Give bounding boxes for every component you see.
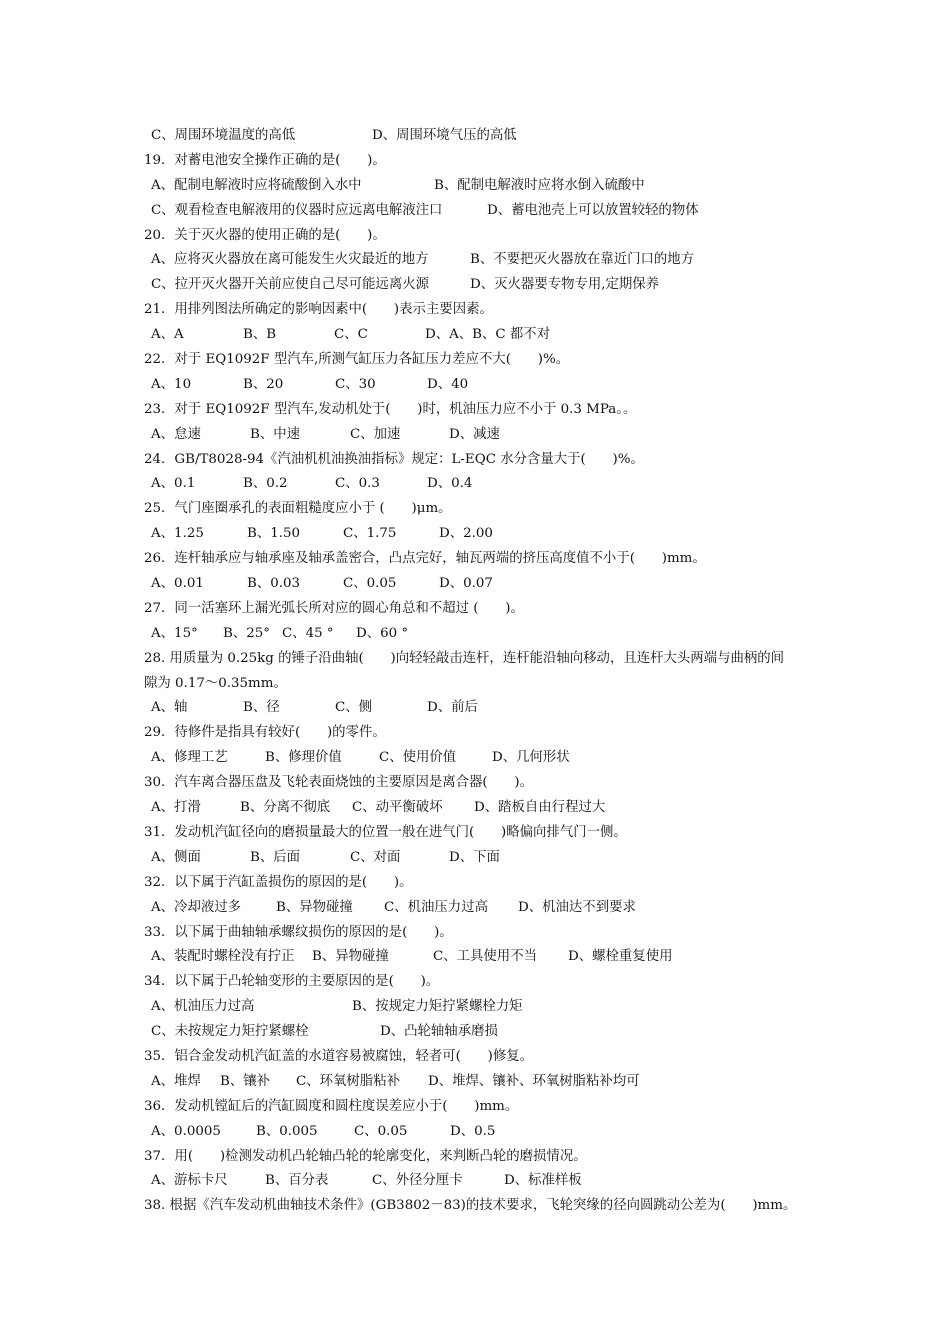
answer-option: D、堆焊、镶补、环氧树脂粘补均可 bbox=[428, 1073, 640, 1089]
option-row bbox=[144, 1120, 824, 1145]
option-row bbox=[144, 248, 824, 273]
question-text: 21．用排列图法所确定的影响因素中( )表示主要因素。 bbox=[144, 302, 493, 318]
answer-option: A、10 bbox=[151, 376, 192, 392]
question-text: 22．对于 EQ1092F 型汽车,所测气缸压力各缸压力差应不大( )%。 bbox=[144, 352, 570, 368]
answer-option: B、分离不彻底 bbox=[240, 800, 331, 816]
answer-option: D、0.07 bbox=[439, 576, 493, 592]
option-row bbox=[144, 323, 824, 348]
option-row bbox=[144, 124, 824, 149]
question-text: 28. 用质量为 0.25kg 的锤子沿曲轴( )向轻轻敲击连杆，连杆能沿轴向移动，且连杆大头两端与曲柄的间 bbox=[144, 650, 785, 666]
answer-option: D、周围环境气压的高低 bbox=[372, 128, 517, 143]
answer-option: B、异物碰撞 bbox=[312, 949, 389, 965]
question-list bbox=[144, 124, 824, 1219]
answer-option: B、0.03 bbox=[247, 576, 301, 592]
question-text: 30．汽车离合器压盘及飞轮表面烧蚀的主要原因是离合器( )。 bbox=[144, 775, 534, 791]
answer-option: D、蓄电池壳上可以放置较轻的物体 bbox=[487, 202, 699, 218]
answer-option: C、动平衡破坏 bbox=[352, 800, 443, 816]
option-row bbox=[144, 1070, 824, 1095]
answer-option: C、0.05 bbox=[343, 576, 397, 592]
answer-option: B、后面 bbox=[250, 849, 301, 865]
answer-option: A、1.25 bbox=[151, 526, 204, 542]
option-row bbox=[144, 273, 824, 298]
question-text: 34．以下属于凸轮轴变形的主要原因的是( )。 bbox=[144, 974, 440, 990]
answer-option: B、25° bbox=[223, 625, 270, 641]
answer-option: C、30 bbox=[335, 376, 376, 392]
answer-option: B、百分表 bbox=[265, 1173, 329, 1189]
answer-option: C、周围环境温度的高低 bbox=[151, 128, 296, 143]
answer-option: A、游标卡尺 bbox=[151, 1173, 228, 1189]
option-row bbox=[144, 995, 824, 1020]
answer-option: B、0.2 bbox=[243, 476, 288, 492]
answer-option: D、前后 bbox=[427, 700, 478, 716]
answer-option: D、40 bbox=[427, 376, 469, 392]
answer-option: C、未按规定力矩拧紧螺栓 bbox=[151, 1024, 309, 1040]
answer-option: C、使用价值 bbox=[379, 750, 457, 766]
answer-option: B、1.50 bbox=[247, 526, 301, 542]
answer-option: A、机油压力过高 bbox=[151, 999, 255, 1015]
answer-option: C、45 ° bbox=[282, 625, 334, 641]
question-text: 20．关于灭火器的使用正确的是( )。 bbox=[144, 227, 386, 243]
answer-option: A、侧面 bbox=[151, 849, 201, 865]
option-row bbox=[144, 796, 824, 821]
answer-option: D、凸轮轴轴承磨损 bbox=[380, 1024, 498, 1040]
answer-option: B、0.005 bbox=[256, 1123, 318, 1139]
question-text: 33．以下属于曲轴轴承螺纹损伤的原因的是( )。 bbox=[144, 924, 453, 940]
answer-option: D、2.00 bbox=[439, 526, 493, 542]
answer-option: B、中速 bbox=[250, 426, 301, 442]
question-text: 32．以下属于汽缸盖损伤的原因的是( )。 bbox=[144, 874, 413, 890]
answer-option: C、对面 bbox=[350, 849, 401, 865]
answer-option: B、配制电解液时应将水倒入硫酸中 bbox=[434, 177, 645, 193]
answer-option: D、机油达不到要求 bbox=[518, 899, 636, 915]
answer-option: D、0.5 bbox=[450, 1123, 496, 1139]
answer-option: A、15° bbox=[151, 625, 198, 641]
answer-option: B、镶补 bbox=[220, 1073, 271, 1089]
answer-option: A、0.01 bbox=[151, 576, 204, 592]
question-text: 隙为 0.17～0.35mm。 bbox=[144, 675, 287, 691]
answer-option: C、拉开灭火器开关前应使自己尽可能远离火源 bbox=[151, 277, 430, 293]
answer-option: D、A、B、C 都不对 bbox=[425, 327, 551, 343]
answer-option: A、怠速 bbox=[151, 426, 201, 442]
answer-option: D、减速 bbox=[449, 426, 500, 442]
question-text: 23．对于 EQ1092F 型汽车,发动机处于( )时，机油压力应不小于 0.3 MPa。。 bbox=[144, 401, 637, 417]
answer-option: B、异物碰撞 bbox=[276, 899, 353, 915]
answer-option: C、1.75 bbox=[343, 526, 397, 542]
option-row bbox=[144, 572, 824, 597]
option-row bbox=[144, 746, 824, 771]
answer-option: D、几何形状 bbox=[492, 750, 570, 766]
option-row bbox=[144, 945, 824, 970]
answer-option: C、机油压力过高 bbox=[384, 899, 488, 915]
option-row bbox=[144, 1020, 824, 1045]
answer-option: A、打滑 bbox=[151, 800, 201, 816]
option-row bbox=[144, 373, 824, 398]
question-text: 37．用( )检测发动机凸轮轴凸轮的轮廓变化，来判断凸轮的磨损情况。 bbox=[144, 1148, 587, 1164]
answer-option: A、应将灭火器放在离可能发生火灾最近的地方 bbox=[151, 252, 429, 268]
answer-option: A、0.1 bbox=[151, 476, 196, 492]
answer-option: C、0.3 bbox=[335, 476, 380, 492]
option-row bbox=[144, 199, 824, 224]
answer-option: C、加速 bbox=[350, 426, 401, 442]
answer-option: C、0.05 bbox=[354, 1123, 408, 1139]
question-text: 27．同一活塞环上漏光弧长所对应的圆心角总和不超过 ( )。 bbox=[144, 600, 524, 616]
answer-option: B、不要把灭火器放在靠近门口的地方 bbox=[470, 252, 695, 268]
answer-option: D、60 ° bbox=[356, 625, 409, 641]
option-row bbox=[144, 846, 824, 871]
answer-option: B、径 bbox=[243, 700, 280, 716]
answer-option: A、堆焊 bbox=[151, 1073, 201, 1089]
answer-option: C、环氧树脂粘补 bbox=[296, 1073, 400, 1089]
question-text: 29．待修件是指具有较好( )的零件。 bbox=[144, 725, 386, 741]
answer-option: A、配制电解液时应将硫酸倒入水中 bbox=[151, 177, 362, 193]
answer-option: D、灭火器要专物专用,定期保养 bbox=[470, 277, 660, 293]
option-row bbox=[144, 423, 824, 448]
answer-option: A、装配时螺栓没有拧正 bbox=[151, 949, 295, 965]
answer-option: D、踏板自由行程过大 bbox=[474, 800, 606, 816]
answer-option: A、0.0005 bbox=[151, 1123, 221, 1139]
question-text: 38. 根据《汽车发动机曲轴技术条件》(GB3802－83)的技术要求，飞轮突缘的径向圆跳动公差为( )mm。 bbox=[144, 1198, 797, 1214]
answer-option: A、修理工艺 bbox=[151, 750, 228, 766]
answer-option: A、轴 bbox=[151, 700, 188, 716]
answer-option: A、冷却液过多 bbox=[151, 899, 242, 915]
answer-option: B、按规定力矩拧紧螺栓力矩 bbox=[352, 999, 523, 1015]
answer-option: C、C bbox=[334, 327, 368, 343]
question-text: 25．气门座圈承孔的表面粗糙度应小于 ( )μm。 bbox=[144, 501, 452, 517]
answer-option: C、工具使用不当 bbox=[433, 949, 537, 965]
answer-option: B、B bbox=[243, 327, 277, 343]
option-row bbox=[144, 696, 824, 721]
question-text: 35．铝合金发动机汽缸盖的水道容易被腐蚀，轻者可( )修复。 bbox=[144, 1048, 534, 1064]
answer-option: D、标准样板 bbox=[504, 1173, 582, 1189]
answer-option: B、修理价值 bbox=[265, 750, 342, 766]
answer-option: C、外径分厘卡 bbox=[372, 1173, 463, 1189]
option-row bbox=[144, 1169, 824, 1194]
question-text: 31．发动机汽缸径向的磨损量最大的位置一般在进气门( )略偏向排气门一侧。 bbox=[144, 824, 627, 840]
answer-option: D、0.4 bbox=[427, 476, 473, 492]
option-row bbox=[144, 472, 824, 497]
question-text: 24．GB/T8028-94《汽油机机油换油指标》规定：L-EQC 水分含量大于( )%。 bbox=[144, 451, 644, 467]
answer-option: C、观看检查电解液用的仪器时应远离电解液注口 bbox=[151, 202, 443, 218]
question-text: 26．连杆轴承应与轴承座及轴承盖密合，凸点完好，轴瓦两端的挤压高度值不小于( )mm。 bbox=[144, 551, 706, 567]
answer-option: A、A bbox=[151, 327, 184, 343]
question-text: 36．发动机镗缸后的汽缸圆度和圆柱度误差应小于( )mm。 bbox=[144, 1098, 519, 1114]
question-text: 19．对蓄电池安全操作正确的是( )。 bbox=[144, 152, 386, 168]
option-row bbox=[144, 622, 824, 647]
answer-option: D、下面 bbox=[449, 849, 500, 865]
answer-option: C、侧 bbox=[335, 700, 373, 716]
answer-option: D、螺栓重复使用 bbox=[568, 949, 673, 965]
option-row bbox=[144, 896, 824, 921]
option-row bbox=[144, 174, 824, 199]
option-row bbox=[144, 522, 824, 547]
answer-option: B、20 bbox=[243, 376, 284, 392]
